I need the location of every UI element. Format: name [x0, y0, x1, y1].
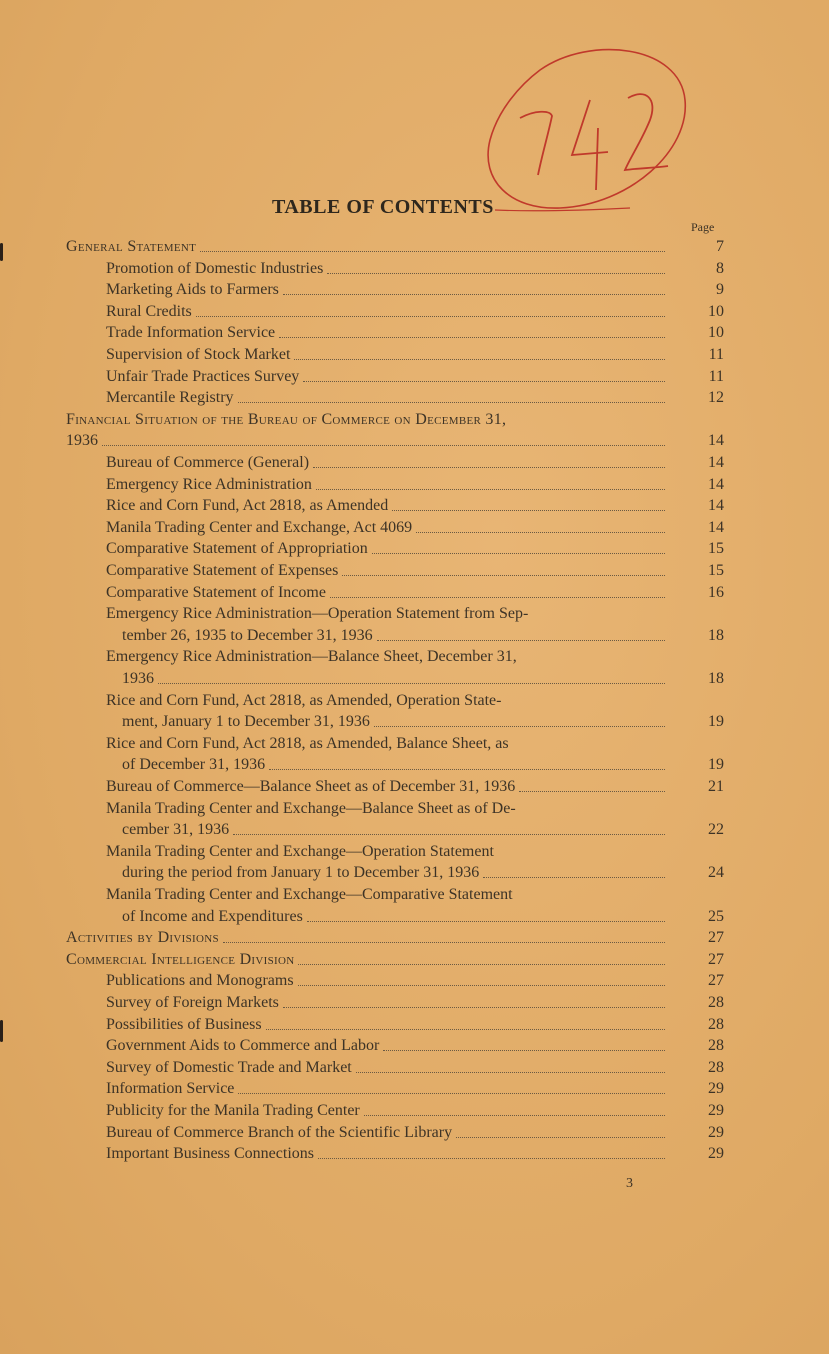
toc-entry [0, 776, 829, 797]
toc-entry [0, 1078, 829, 1099]
toc-leader-dots [330, 597, 665, 598]
toc-entry-label: Rural Credits [106, 302, 192, 320]
handwritten-number-stamp [480, 40, 690, 215]
toc-entry [0, 668, 829, 689]
toc-entry-label: Publicity for the Manila Trading Center [106, 1102, 360, 1119]
toc-entry-label: Comparative Statement of Expenses [106, 562, 339, 579]
toc-entry-page: 12 [708, 389, 724, 407]
toc-entry [0, 906, 829, 927]
toc-entry-label: Bureau of Commerce—Balance Sheet as of December 31, 1936 [106, 778, 516, 795]
toc-entry-label: Rice and Corn Fund, Act 2818, as Amended, Balance Sheet, as [106, 734, 509, 752]
toc-entry-label: Unfair Trade Practices Survey [106, 367, 300, 385]
toc-entry [0, 430, 829, 451]
toc-entry-label: Activities by Divisions [66, 929, 219, 947]
toc-entry-label: Information Service [106, 1080, 235, 1098]
toc-entry [0, 387, 829, 408]
toc-entry [0, 949, 829, 970]
toc-entry-page: 22 [708, 821, 724, 839]
toc-entry-label: Bureau of Commerce Branch of the Scientific Library [106, 1123, 453, 1141]
toc-entry [0, 1122, 829, 1143]
toc-leader-dots [294, 359, 665, 360]
toc-entry [0, 344, 829, 365]
toc-entry-label: Manila Trading Center and Exchange—Balance Sheet as of De- [106, 799, 516, 817]
toc-entry-label: Survey of Domestic Trade and Market [106, 1058, 352, 1076]
toc-entry-label: Marketing Aids to Farmers [106, 281, 279, 299]
toc-entry-label: Commercial Intelligence Division [66, 950, 295, 968]
toc-entry-label: General Statement [66, 238, 197, 255]
toc-entry-page: 29 [708, 1080, 724, 1098]
toc-entry-label: Manila Trading Center and Exchange—Comparative Statement [106, 886, 513, 903]
toc-entry-label: of December 31, 1936 [122, 756, 266, 774]
toc-entry-page: 14 [708, 432, 724, 450]
toc-entry [0, 409, 829, 430]
toc-entry [0, 582, 829, 603]
toc-entry [0, 1057, 829, 1078]
toc-leader-dots [303, 381, 665, 382]
toc-entry-label: ment, January 1 to December 31, 1936 [122, 713, 370, 731]
toc-entry-page: 27 [708, 929, 724, 947]
toc-entry-label: of Income and Expenditures [122, 907, 303, 925]
toc-entry-label: Manila Trading Center and Exchange, Act 4069 [106, 518, 413, 536]
toc-entry [0, 1014, 829, 1035]
toc-entry-page: 28 [708, 1058, 724, 1076]
toc-entry-label: Publications and Monograms [106, 972, 294, 990]
toc-leader-dots [269, 769, 665, 770]
toc-entry-page: 7 [716, 238, 724, 255]
toc-entry [0, 301, 829, 322]
toc-entry [0, 258, 829, 279]
toc-entry-page: 25 [708, 907, 724, 925]
toc-entry-page: 9 [716, 281, 724, 299]
toc-entry [0, 495, 829, 516]
toc-entry-label: Manila Trading Center and Exchange—Operation Statement [106, 842, 494, 860]
toc-leader-dots [283, 294, 665, 295]
toc-leader-dots [364, 1115, 665, 1116]
toc-entry [0, 711, 829, 732]
toc-entry-label: during the period from January 1 to December 31, 1936 [122, 864, 480, 882]
toc-entry-label: tember 26, 1935 to December 31, 1936 [122, 626, 373, 644]
toc-leader-dots [200, 251, 665, 252]
toc-entry [0, 1100, 829, 1121]
toc-entry-page: 16 [708, 583, 724, 601]
toc-entry-label: Promotion of Domestic Industries [106, 259, 324, 277]
toc-entry-label: Bureau of Commerce (General) [106, 454, 310, 471]
toc-entry-page: 10 [708, 302, 724, 320]
toc-leader-dots [383, 1050, 665, 1051]
toc-entry [0, 884, 829, 905]
toc-entry [0, 690, 829, 711]
toc-entry-page: 19 [708, 713, 724, 731]
toc-leader-dots [374, 726, 665, 727]
toc-entry [0, 1035, 829, 1056]
toc-leader-dots [519, 791, 665, 792]
toc-leader-dots [223, 942, 665, 943]
toc-entry-page: 11 [708, 367, 724, 385]
toc-entry [0, 970, 829, 991]
toc-entry [0, 798, 829, 819]
toc-entry-label: Comparative Statement of Income [106, 583, 326, 601]
toc-leader-dots [283, 1007, 665, 1008]
toc-entry-label: Emergency Rice Administration—Balance Sheet, December 31, [106, 648, 517, 666]
toc-entry [0, 452, 829, 473]
toc-leader-dots [318, 1158, 665, 1159]
toc-entry-page: 8 [716, 259, 724, 277]
toc-leader-dots [313, 467, 665, 468]
toc-entry-page: 21 [708, 778, 724, 795]
toc-entry-label: Emergency Rice Administration [106, 475, 312, 493]
toc-entry [0, 754, 829, 775]
toc-entry-page: 29 [708, 1145, 724, 1163]
toc-entry-label: 1936 [66, 432, 98, 450]
toc-entry [0, 1143, 829, 1164]
toc-leader-dots [279, 337, 665, 338]
toc-entry [0, 322, 829, 343]
page-title: TABLE OF CONTENTS [272, 196, 494, 218]
toc-leader-dots [307, 921, 665, 922]
toc-entry [0, 560, 829, 581]
toc-entry-page: 29 [708, 1102, 724, 1119]
toc-leader-dots [392, 510, 665, 511]
toc-entry [0, 538, 829, 559]
toc-entry-label: Trade Information Service [106, 324, 276, 342]
toc-entry [0, 279, 829, 300]
toc-leader-dots [483, 877, 665, 878]
toc-entry-page: 15 [708, 562, 724, 579]
toc-entry-page: 19 [708, 756, 724, 774]
toc-entry [0, 819, 829, 840]
toc-entry-page: 15 [708, 540, 724, 558]
toc-entry [0, 517, 829, 538]
toc-entry-label: Comparative Statement of Appropriation [106, 540, 368, 558]
toc-entry-page: 28 [708, 994, 724, 1011]
toc-leader-dots [233, 834, 665, 835]
toc-entry-page: 29 [708, 1123, 724, 1141]
toc-leader-dots [102, 445, 665, 446]
toc-entry-page: 14 [708, 518, 724, 536]
page-number: 3 [626, 1176, 633, 1191]
toc-entry [0, 733, 829, 754]
toc-entry [0, 366, 829, 387]
toc-entry-label: Survey of Foreign Markets [106, 994, 279, 1011]
toc-leader-dots [266, 1029, 665, 1030]
toc-entry-label: cember 31, 1936 [122, 821, 230, 839]
toc-entry-page: 27 [708, 950, 724, 968]
toc-leader-dots [298, 964, 665, 965]
toc-entry-page: 14 [708, 497, 724, 515]
toc-entry-label: Possibilities of Business [106, 1015, 262, 1033]
toc-leader-dots [238, 1093, 665, 1094]
toc-entry [0, 841, 829, 862]
toc-leader-dots [158, 683, 665, 684]
toc-entry [0, 862, 829, 883]
page-column-header: Page [691, 220, 715, 234]
toc-entry-label: Mercantile Registry [106, 389, 234, 407]
toc-entry-page: 27 [708, 972, 724, 990]
toc-entry [0, 992, 829, 1013]
scan-edge-mark [0, 1020, 3, 1042]
toc-leader-dots [316, 489, 665, 490]
toc-entry [0, 474, 829, 495]
toc-entry-label: Rice and Corn Fund, Act 2818, as Amended, Operation State- [106, 691, 502, 709]
toc-entry-label: Supervision of Stock Market [106, 346, 291, 363]
toc-leader-dots [238, 402, 665, 403]
toc-entry-page: 18 [708, 670, 724, 687]
toc-leader-dots [327, 273, 665, 274]
toc-entry-label: Rice and Corn Fund, Act 2818, as Amended [106, 497, 389, 515]
toc-entry [0, 646, 829, 667]
toc-entry-label: 1936 [122, 670, 154, 687]
toc-entry-page: 11 [708, 346, 724, 363]
toc-entry [0, 603, 829, 624]
toc-leader-dots [298, 985, 665, 986]
toc-leader-dots [416, 532, 665, 533]
toc-leader-dots [372, 553, 665, 554]
toc-leader-dots [342, 575, 665, 576]
toc-entry-label: Important Business Connections [106, 1145, 314, 1163]
toc-entry-page: 18 [708, 626, 724, 644]
toc-entry-page: 28 [708, 1037, 724, 1055]
toc-entry [0, 927, 829, 948]
toc-entry-page: 14 [708, 454, 724, 471]
toc-entry-page: 14 [708, 475, 724, 493]
toc-entry-page: 28 [708, 1015, 724, 1033]
toc-entry-page: 24 [708, 864, 724, 882]
toc-leader-dots [456, 1137, 665, 1138]
toc-leader-dots [377, 640, 665, 641]
toc-entry-label: Government Aids to Commerce and Labor [106, 1037, 380, 1055]
toc-leader-dots [196, 316, 665, 317]
toc-entry-page: 10 [708, 324, 724, 342]
toc-entry [0, 236, 829, 257]
toc-entry [0, 625, 829, 646]
toc-entry-label: Financial Situation of the Bureau of Commerce on December 31, [66, 410, 507, 428]
toc-entry-label: Emergency Rice Administration—Operation Statement from Sep- [106, 605, 529, 623]
toc-leader-dots [356, 1072, 665, 1073]
scan-edge-mark [0, 243, 3, 261]
